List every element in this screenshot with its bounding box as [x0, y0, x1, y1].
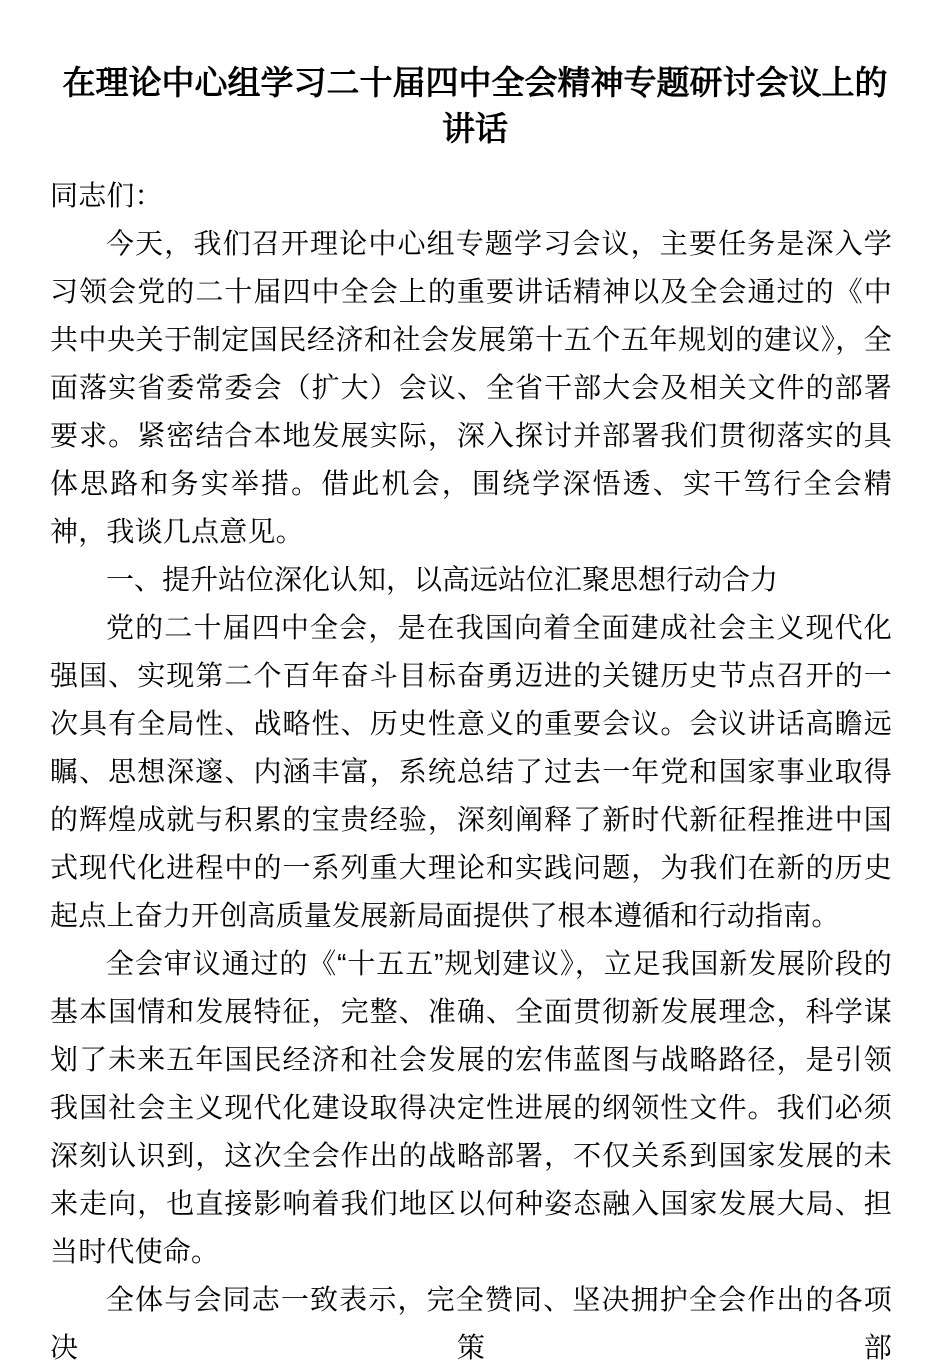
document-body: [0, 172, 950, 1372]
paragraph-2: 党的二十届四中全会，是在我国向着全面建成社会主义现代化强国、实现第二个百年奋斗目标奋勇迈进的关键历史节点召开的一次具有全局性、战略性、历史性意义的重要会议。会议讲话高瞻远瞩、思想深邃、内涵丰富，系统总结了过去一年党和国家事业取得的辉煌成就与积累的宝贵经验，深刻阐释了新时代新征程推进中国式现代化进程中的一系列重大理论和实践问题，为我们在新的历史起点上奋力开创高质量发展新局面提供了根本遵循和行动指南。: [50, 612, 892, 931]
section-heading-1: 一、提升站位深化认知，以高远站位汇聚思想行动合力: [106, 564, 779, 595]
paragraph-4: 全体与会同志一致表示，完全赞同、坚决拥护全会作出的各项决策部: [50, 1284, 892, 1363]
document-title: 在理论中心组学习二十届四中全会精神专题研讨会议上的讲话: [62, 64, 888, 147]
paragraph-3: 全会审议通过的《“十五五”规划建议》，立足我国新发展阶段的基本国情和发展特征，完整、准确、全面贯彻新发展理念，科学谋划了未来五年国民经济和社会发展的宏伟蓝图与战略路径，是引领我国社会主义现代化建设取得决定性进展的纲领性文件。我们必须深刻认识到，这次全会作出的战略部署，不仅关系到国家发展的未来走向，也直接影响着我们地区以何种姿态融入国家发展大局、担当时代使命。: [50, 948, 892, 1267]
paragraph-1: 今天，我们召开理论中心组专题学习会议，主要任务是深入学习领会党的二十届四中全会上的重要讲话精神以及全会通过的《中共中央关于制定国民经济和社会发展第十五个五年规划的建议》，全面落实省委常委会（扩大）会议、全省干部大会及相关文件的部署要求。紧密结合本地发展实际，深入探讨并部署我们贯彻落实的具体思路和务实举措。借此机会，围绕学深悟透、实干笃行全会精神，我谈几点意见。: [50, 228, 892, 547]
salutation: 同志们：: [50, 180, 163, 211]
